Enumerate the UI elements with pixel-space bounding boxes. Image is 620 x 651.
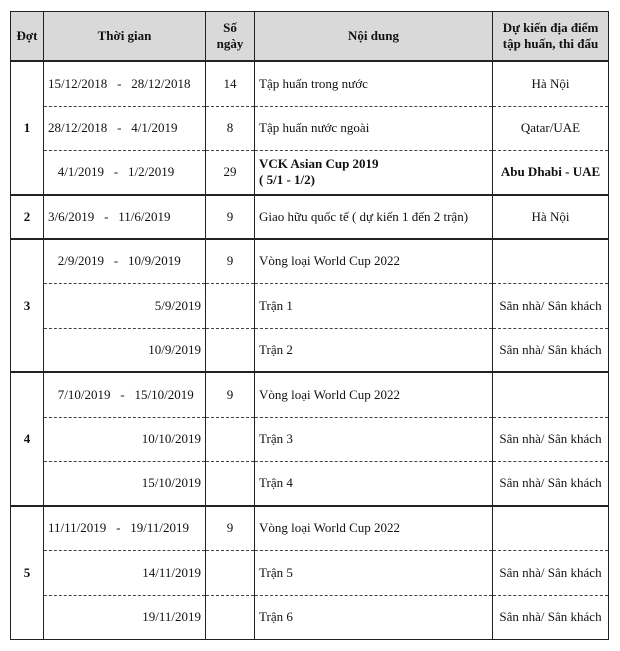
days-cell	[206, 550, 255, 595]
content-cell: Trận 2	[255, 328, 493, 372]
location-cell: Abu Dhabi - UAE	[493, 150, 609, 195]
table-row	[11, 550, 609, 595]
table-row	[11, 61, 609, 106]
time-cell: 19/11/2019	[44, 595, 206, 639]
content-line2: ( 5/1 - 1/2)	[259, 172, 315, 188]
time-cell	[44, 195, 206, 239]
location-cell	[493, 506, 609, 550]
time-end: 10/9/2019	[127, 253, 181, 269]
header-row	[11, 12, 609, 62]
table-row	[11, 150, 609, 195]
time-sep: -	[120, 386, 125, 402]
location-cell: Sân nhà/ Sân khách	[493, 595, 609, 639]
days-cell: 8	[206, 106, 255, 150]
location-cell	[493, 372, 609, 417]
time-end: 11/6/2019	[118, 209, 171, 224]
header-time: Thời gian	[44, 12, 206, 62]
content-line1: VCK Asian Cup 2019	[259, 156, 379, 172]
content-cell: Giao hữu quốc tế ( dự kiến 1 đến 2 trận)	[255, 195, 493, 239]
time-sep: -	[116, 520, 121, 536]
time-cell: 15/10/2019	[44, 461, 206, 506]
location-cell: Sân nhà/ Sân khách	[493, 461, 609, 506]
content-cell: Trận 3	[255, 417, 493, 461]
content-cell: Tập huấn nước ngoài	[255, 106, 493, 150]
days-cell: 9	[206, 239, 255, 283]
location-cell: Hà Nội	[493, 61, 609, 106]
table-row	[11, 283, 609, 328]
time-cell	[44, 106, 206, 150]
time-sep: -	[117, 120, 122, 135]
time-start: 11/11/2019	[48, 520, 107, 536]
content-cell: Trận 5	[255, 550, 493, 595]
days-cell	[206, 417, 255, 461]
location-cell: Hà Nội	[493, 195, 609, 239]
days-cell	[206, 595, 255, 639]
time-start: 4/1/2019	[57, 164, 104, 180]
dot-cell-3: 3	[11, 239, 44, 372]
header-days: Số ngày	[206, 12, 255, 62]
content-cell	[255, 150, 493, 195]
header-location	[493, 12, 609, 62]
time-cell: 5/9/2019	[44, 283, 206, 328]
days-cell: 9	[206, 372, 255, 417]
days-cell	[206, 461, 255, 506]
time-start: 28/12/2018	[48, 120, 108, 135]
location-cell	[493, 239, 609, 283]
table-row	[11, 328, 609, 372]
table-row	[11, 506, 609, 550]
days-cell: 14	[206, 61, 255, 106]
location-cell: Sân nhà/ Sân khách	[493, 328, 609, 372]
location-cell: Sân nhà/ Sân khách	[493, 417, 609, 461]
dot-cell-4: 4	[11, 372, 44, 506]
time-cell	[44, 506, 206, 550]
time-start: 2/9/2019	[57, 253, 104, 269]
location-cell: Qatar/UAE	[493, 106, 609, 150]
days-cell: 9	[206, 195, 255, 239]
header-dot: Đợt	[11, 12, 44, 62]
time-cell	[44, 61, 206, 106]
time-sep: -	[117, 75, 122, 91]
location-cell: Sân nhà/ Sân khách	[493, 550, 609, 595]
time-start: 3/6/2019	[48, 209, 95, 224]
header-location-line2: tập huấn, thi đấu	[502, 36, 599, 51]
time-end: 19/11/2019	[130, 520, 190, 536]
header-content: Nội dung	[255, 12, 493, 62]
time-cell: 14/11/2019	[44, 550, 206, 595]
content-cell: Vòng loại World Cup 2022	[255, 239, 493, 283]
time-cell	[44, 372, 206, 417]
time-end: 4/1/2019	[131, 120, 178, 135]
table-row	[11, 461, 609, 506]
days-cell: 9	[206, 506, 255, 550]
time-start: 15/12/2018	[48, 75, 108, 91]
time-cell: 10/10/2019	[44, 417, 206, 461]
time-cell	[44, 239, 206, 283]
time-end: 15/10/2019	[134, 386, 194, 402]
table-row	[11, 595, 609, 639]
content-cell: Trận 6	[255, 595, 493, 639]
time-start: 7/10/2019	[57, 386, 111, 402]
dot-cell-2: 2	[11, 195, 44, 239]
content-cell: Vòng loại World Cup 2022	[255, 372, 493, 417]
table-row	[11, 195, 609, 239]
table-row	[11, 239, 609, 283]
header-location-line1: Dự kiến địa điểm	[502, 20, 599, 35]
content-cell: Vòng loại World Cup 2022	[255, 506, 493, 550]
table-row	[11, 372, 609, 417]
location-cell: Sân nhà/ Sân khách	[493, 283, 609, 328]
content-cell: Trận 4	[255, 461, 493, 506]
time-end: 28/12/2018	[131, 75, 191, 91]
content-cell: Trận 1	[255, 283, 493, 328]
table-row	[11, 417, 609, 461]
time-cell: 10/9/2019	[44, 328, 206, 372]
time-sep: -	[104, 209, 109, 224]
time-end: 1/2/2019	[127, 164, 175, 180]
time-sep: -	[113, 253, 119, 269]
days-cell	[206, 283, 255, 328]
time-sep: -	[113, 164, 119, 180]
dot-cell-1: 1	[11, 61, 44, 195]
schedule-table	[10, 11, 609, 640]
content-cell: Tập huấn trong nước	[255, 61, 493, 106]
days-cell: 29	[206, 150, 255, 195]
days-cell	[206, 328, 255, 372]
table-row	[11, 106, 609, 150]
dot-cell-5: 5	[11, 506, 44, 639]
time-cell	[44, 150, 206, 195]
